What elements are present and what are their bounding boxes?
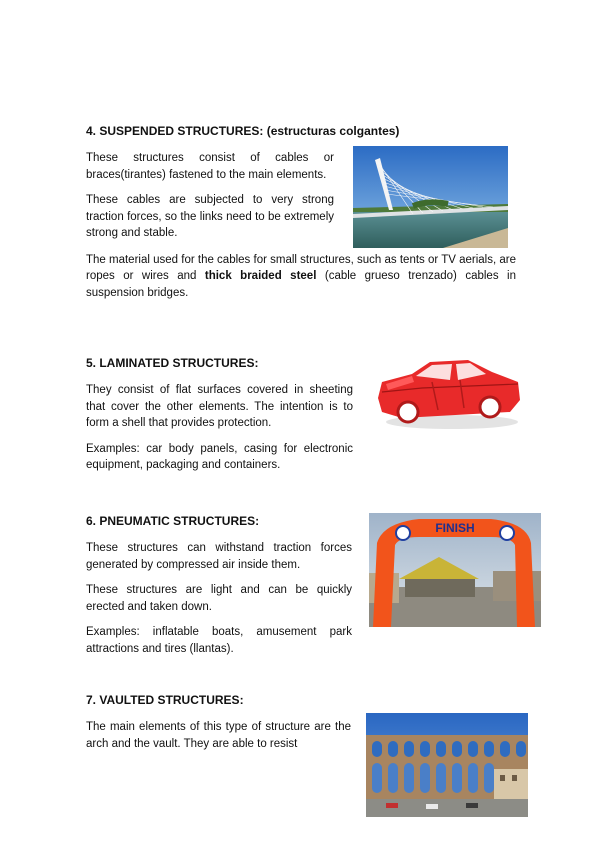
section-heading: 4. SUSPENDED STRUCTURES: (estructuras colgantes) <box>86 124 400 138</box>
paragraph: Examples: inflatable boats, amusement park attractions and tires (llantas). <box>86 626 352 655</box>
paragraph: Examples: car body panels, casing for electronic equipment, packaging and containers. <box>86 442 353 471</box>
paragraph: The main elements of this type of structure are the arch and the vault. They are able to resist <box>86 721 351 750</box>
red-car-body-shell-image <box>372 352 524 434</box>
paragraph: These structures are light and can be quickly erected and taken down. <box>86 584 352 613</box>
section-heading: 5. LAMINATED STRUCTURES: <box>86 356 259 370</box>
section-heading: 7. VAULTED STRUCTURES: <box>86 693 244 707</box>
inflatable-finish-arch-image <box>369 513 541 627</box>
finish-banner-label: FINISH <box>435 521 475 535</box>
paragraph: These cables are subjected to very strong traction forces, so the links need to be extremely strong and stable. <box>86 194 334 239</box>
paragraph: The material used for the cables for small structures, such as tents or TV aerials, are ropes or wires and thick braided steel (cable grueso trenzado) cables in suspension bridges. <box>86 253 516 299</box>
paragraph: They consist of flat surfaces covered in sheeting that cover the other elements. The intention is to form a shell that provides protection. <box>86 384 353 429</box>
cable-stayed-bridge-image <box>353 146 508 248</box>
section-heading: 6. PNEUMATIC STRUCTURES: <box>86 514 260 528</box>
paragraph: These structures can withstand traction forces generated by compressed air inside them. <box>86 542 352 571</box>
paragraph: These structures consist of cables or braces(tirantes) fastened to the main elements. <box>86 152 334 181</box>
stone-aqueduct-image <box>366 713 528 817</box>
